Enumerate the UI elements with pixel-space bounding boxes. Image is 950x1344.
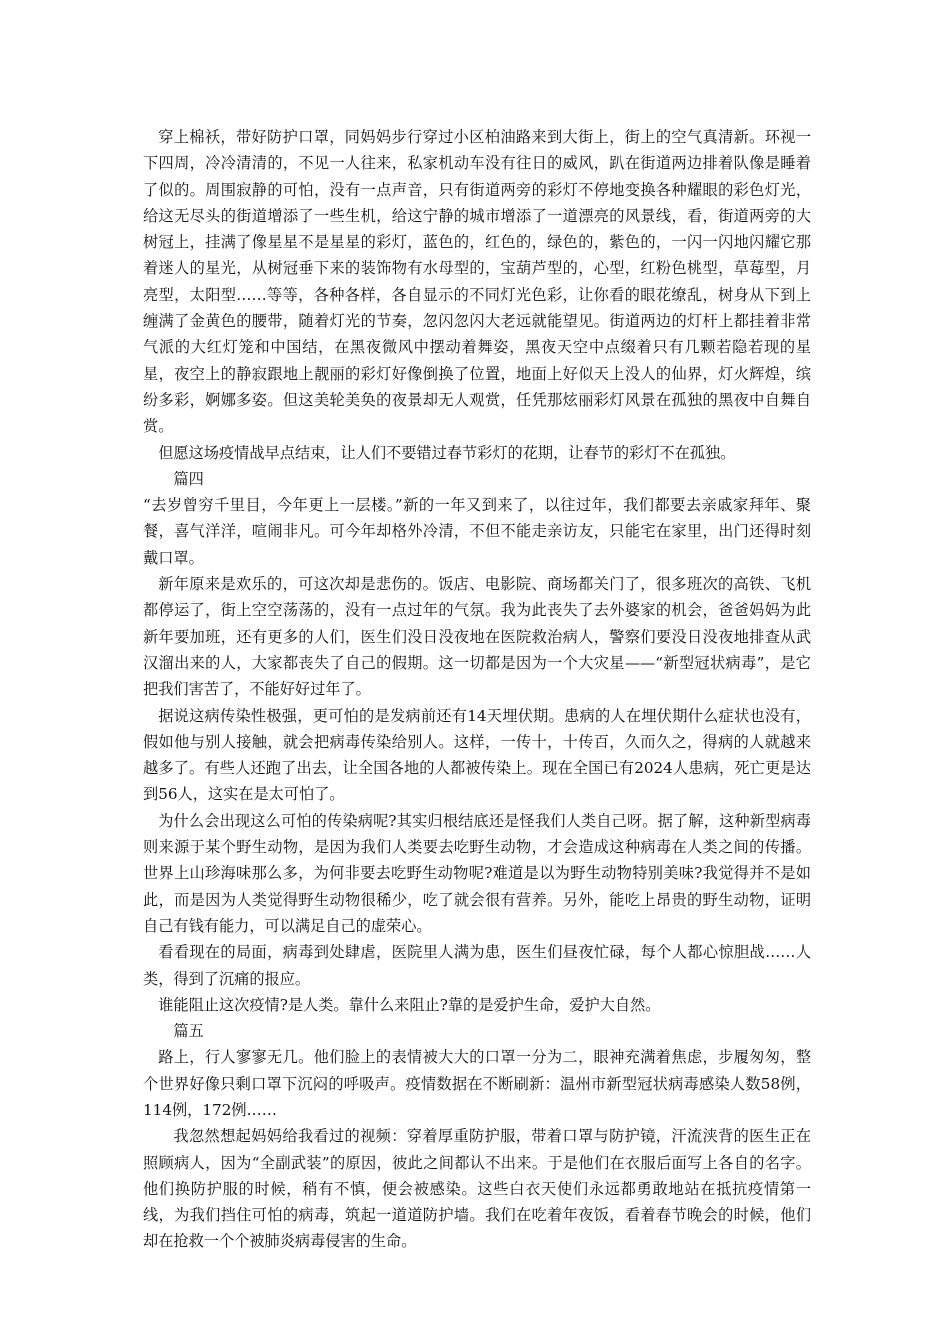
section-heading-4: 篇四 [173, 469, 204, 488]
paragraph-new-year-poem: “去岁曾穷千里目，今年更上一层楼。”新的一年又到来了，以往过年，我们都要去亲戚家拜年、聚餐，喜气洋洋，喧闹非凡。可今年却格外冷清，不但不能走亲访友，只能宅在家里，出门还得时刻戴口罩。 [143, 496, 811, 567]
paragraph-wish: 但愿这场疫情战早点结束，让人们不要错过春节彩灯的花期，让春节的彩灯不在孤独。 [158, 443, 736, 462]
paragraph-wild-animals: 为什么会出现这么可怕的传染病呢?其实归根结底还是怪我们人类自己呀。据了解，这种新型病毒则来源于某个野生动物，是因为我们人类要去吃野生动物，才会造成这种病毒在人类之间的传播。世界上山珍海味那么多，为何非要去吃野生动物呢?难道是以为野生动物特别美味?我觉得并不是如此，而是因为人类觉得野生动物很稀少，吃了就会很有营养。另外，能吃上昂贵的野生动物，证明自己有钱有能力，可以满足自己的虚荣心。 [143, 811, 811, 935]
paragraph-who-stops: 谁能阻止这次疫情?是人类。靠什么来阻止?靠的是爱护生命，爱护大自然。 [158, 995, 661, 1014]
paragraph-doctors-video: 我忽然想起妈妈给我看过的视频：穿着厚重防护服，带着口罩与防护镜，汗流浃背的医生正在照顾病人，因为“全副武装”的原因，彼此之间都认不出来。于是他们在衣服后面写上各自的名字。他们换防护服的时候，稍有不慎，便会被感染。这些白衣天使们永远都勇敢地站在抵抗疫情第一线，为我们挡住可怕的病毒，筑起一道道防护墙。我们在吃着年夜饭，看着春节晚会的时候，他们却在抢救一个个被肺炎病毒侵害的生命。 [143, 1127, 811, 1251]
paragraph-lantern-night: 穿上棉袄，带好防护口罩，同妈妈步行穿过小区柏油路来到大街上，街上的空气真清新。环视一下四周，冷冷清清的，不见一人往来，私家机动车没有往日的威风，趴在街道两边排着队像是睡着了似的。周围寂静的可怕，没有一点声音，只有街道两旁的彩灯不停地变换各种耀眼的彩色灯光，给这无尽头的街道增添了一些生机，给这宁静的城市增添了一道漂亮的风景线，看，街道两旁的大树冠上，挂满了像星星不是星星的彩灯，蓝色的，红色的，绿色的，紫色的，一闪一闪地闪耀它那着迷人的星光，从树冠垂下来的装饰物有水母型的，宝葫芦型的，心型，红粉色桃型，草莓型，月亮型，太阳型……等等，各种各样，各自显示的不同灯光色彩，让你看的眼花缭乱，树身从下到上缠满了金黄色的腰带，随着灯光的节奏，忽闪忽闪大老远就能望见。街道两边的灯杆上都挂着非常气派的大红灯笼和中国结，在黑夜微风中摆动着舞姿，黑夜天空中点缀着只有几颗若隐若现的星星，夜空上的静寂跟地上靓丽的彩灯好像倒换了位置，地面上好似天上没人的仙界，灯火辉煌，缤纷多彩，婀娜多姿。但这美轮美奂的夜景却无人观赏，任凭那炫丽彩灯风景在孤独的黑夜中自舞自赏。 [143, 128, 811, 436]
paragraph-street-masks: 路上，行人寥寥无几。他们脸上的表情被大大的口罩一分为二，眼神充满着焦虑，步履匆匆，整个世界好像只剩口罩下沉闷的呼吸声。疫情数据在不断刷新：温州市新型冠状病毒感染人数58例，114例，172例…… [143, 1048, 811, 1119]
document-page [143, 124, 811, 1255]
paragraph-new-year-sad: 新年原来是欢乐的，可这次却是悲伤的。饭店、电影院、商场都关门了，很多班次的高铁、飞机都停运了，街上空空荡荡的，没有一点过年的气氛。我为此丧失了去外婆家的机会，爸爸妈妈为此新年要加班，还有更多的人们，医生们没日没夜地在医院救治病人，警察们要没日没夜地排查从武汉溜出来的人，大家都丧失了自己的假期。这一切都是因为一个大灾星——“新型冠状病毒”，是它把我们害苦了，不能好好过年了。 [143, 575, 811, 699]
paragraph-situation: 看看现在的局面，病毒到处肆虐，医院里人满为患，医生们昼夜忙碌，每个人都心惊胆战……人类，得到了沉痛的报应。 [143, 943, 811, 988]
paragraph-infection: 据说这病传染性极强，更可怕的是发病前还有14天埋伏期。患病的人在埋伏期什么症状也没有，假如他与别人接触，就会把病毒传染给别人。这样，一传十，十传百，久而久之，得病的人就越来越多了。有些人还跑了出去，让全国各地的人都被传染上。现在全国已有2024人患病，死亡更是达到56人，这实在是太可怕了。 [143, 706, 811, 804]
section-heading-5: 篇五 [173, 1022, 204, 1041]
